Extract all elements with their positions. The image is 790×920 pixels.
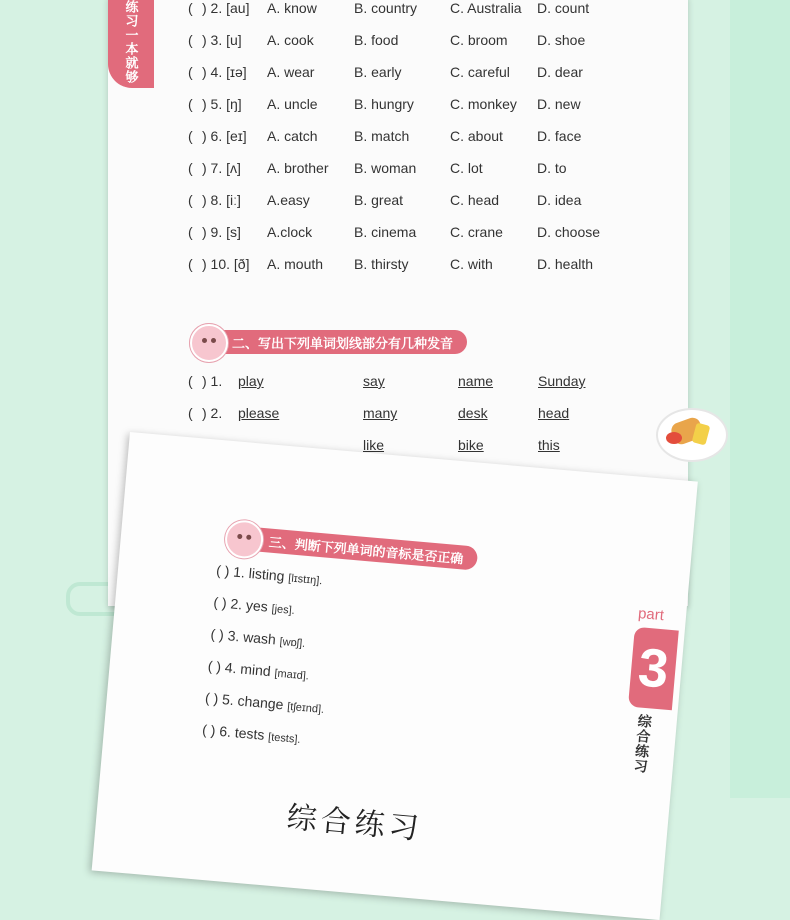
cell-b: B. woman <box>354 160 417 176</box>
judge-phonetic: [tests]. <box>267 731 301 747</box>
cell-num: ) 5. [ŋ] <box>202 96 242 112</box>
section2-title: 二、写出下列单词划线部分有几种发音 <box>232 335 454 351</box>
cell-c: C. crane <box>450 224 503 240</box>
cell-blank: ( <box>188 32 193 48</box>
judge-word: ( ) 5. change <box>204 689 285 713</box>
cell-num: ) 6. [eɪ] <box>202 128 247 144</box>
cell-a: A. know <box>267 0 317 16</box>
cell-d: D. count <box>537 0 590 16</box>
judge-word: ( ) 1. listing <box>215 562 286 584</box>
cell-w2: many <box>363 405 398 421</box>
cell-d: D. shoe <box>537 32 586 48</box>
cell-num: ) 10. [ð] <box>202 256 250 272</box>
cell-w4: Sunday <box>538 373 586 389</box>
cell-d: D. new <box>537 96 581 112</box>
cell-num: ) 1. <box>202 373 223 389</box>
judge-item <box>216 562 324 587</box>
cell-a: A.clock <box>267 224 313 240</box>
cell-num: ) 8. [iː] <box>202 192 241 208</box>
cell-c: C. lot <box>450 160 483 176</box>
cell-blank: ( <box>188 224 193 240</box>
section2-banner <box>196 330 467 354</box>
cell-c: C. broom <box>450 32 508 48</box>
cell-b: B. great <box>354 192 404 208</box>
cell-w4: this <box>538 437 560 453</box>
judge-word: ( ) 6. tests <box>201 721 266 743</box>
cell-w1: please <box>238 405 280 421</box>
part-number: 3 <box>635 637 671 700</box>
cell-b: B. thirsty <box>354 256 409 272</box>
part-side-label: 综合练习 <box>632 713 654 775</box>
front-page <box>92 432 698 920</box>
cell-c: C. with <box>450 256 493 272</box>
cell-b: B. match <box>354 128 410 144</box>
cell-d: D. dear <box>537 64 583 80</box>
cell-blank: ( <box>188 0 193 16</box>
cell-blank: ( <box>188 128 193 144</box>
cell-d: D. health <box>537 256 594 272</box>
cell-b: B. early <box>354 64 402 80</box>
cell-num: ) 7. [ʌ] <box>202 160 241 176</box>
judge-word: ( ) 2. yes <box>212 593 269 615</box>
cell-blank: ( <box>188 192 193 208</box>
cell-d: D. choose <box>537 224 601 240</box>
cell-a: A.easy <box>267 192 310 208</box>
cell-blank: ( <box>188 64 193 80</box>
cell-d: D. face <box>537 128 582 144</box>
judge-phonetic: [wɒʃ]. <box>279 635 306 651</box>
cell-w3: name <box>458 373 494 389</box>
cell-c: C. about <box>450 128 503 144</box>
cell-num: ) 3. [u] <box>202 32 242 48</box>
judge-phonetic: [maɪd]. <box>273 667 310 683</box>
cell-a: A. uncle <box>267 96 318 112</box>
cell-w3: desk <box>458 405 488 421</box>
section3-title: 三、判断下列单词的音标是否正确 <box>268 534 464 566</box>
cell-b: B. food <box>354 32 399 48</box>
cell-w1: play <box>238 373 264 389</box>
judge-item <box>202 721 302 746</box>
cell-w3: bike <box>458 437 484 453</box>
cell-c: C. monkey <box>450 96 517 112</box>
cell-w4: head <box>538 405 570 421</box>
judge-phonetic: [tʃeɪnd]. <box>286 700 325 716</box>
cell-num: ) 2. <box>202 405 223 421</box>
part-number-box <box>628 627 679 711</box>
judge-item <box>207 658 310 683</box>
judge-item <box>213 594 296 617</box>
mascot-icon-2 <box>223 519 264 560</box>
judge-phonetic: [lɪstɪŋ]. <box>287 572 323 588</box>
judge-item <box>210 626 306 650</box>
cell-num: ) 2. [au] <box>202 0 250 16</box>
cell-a: A. catch <box>267 128 318 144</box>
cell-c: C. Australia <box>450 0 522 16</box>
cell-d: D. idea <box>537 192 582 208</box>
cell-c: C. careful <box>450 64 510 80</box>
judge-item <box>204 690 324 716</box>
judge-word: ( ) 4. mind <box>207 657 272 680</box>
cell-b: B. hungry <box>354 96 414 112</box>
cell-w2: say <box>363 373 385 389</box>
cell-blank: ( <box>188 160 193 176</box>
cell-a: A. mouth <box>267 256 324 272</box>
background-right-strip <box>730 0 790 798</box>
cell-d: D. to <box>537 160 567 176</box>
cell-w2: like <box>363 437 385 453</box>
mascot-face-icon <box>190 324 228 362</box>
section3-banner <box>232 525 478 570</box>
part-label: part <box>637 605 665 625</box>
cell-num: ) 9. [s] <box>202 224 241 240</box>
cell-c: C. head <box>450 192 500 208</box>
side-tab: 练习一本就够 <box>108 0 154 88</box>
cell-blank: ( <box>188 405 193 421</box>
big-title: 综合练习 <box>285 801 424 846</box>
cell-blank: ( <box>188 96 193 112</box>
judge-phonetic: [jes]. <box>271 603 296 618</box>
food-plate-icon <box>656 408 728 462</box>
cell-a: A. wear <box>267 64 315 80</box>
cell-blank: ( <box>188 256 193 272</box>
cell-blank: ( <box>188 373 193 389</box>
cell-b: B. cinema <box>354 224 417 240</box>
cell-a: A. brother <box>267 160 329 176</box>
cell-a: A. cook <box>267 32 314 48</box>
judge-word: ( ) 3. wash <box>210 625 277 648</box>
cell-b: B. country <box>354 0 418 16</box>
cell-num: ) 4. [ɪə] <box>202 64 247 80</box>
